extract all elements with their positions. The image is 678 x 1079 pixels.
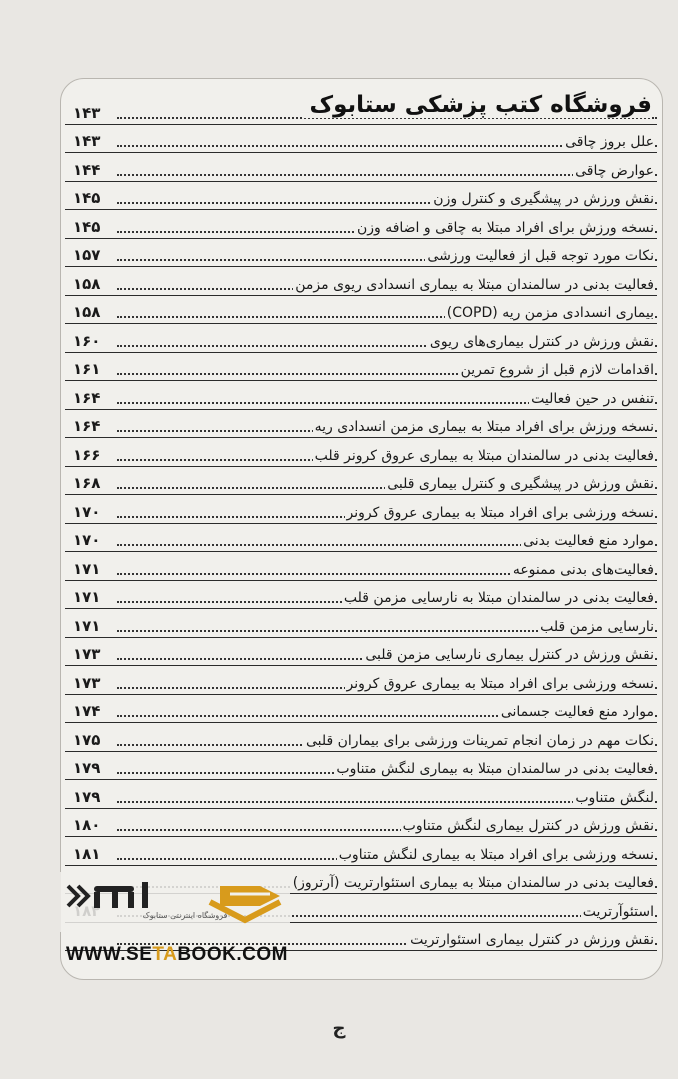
toc-entry-title: علل بروز چاقی [565,134,654,150]
toc-row [65,467,657,496]
watermark-url [66,944,288,966]
toc-entry-title: نسخه ورزشی برای افراد مبتلا به بیماری عروق کرونر [346,504,654,521]
toc-entry-title: نکات مهم در زمان انجام تمرینات ورزشی برای بیماران قلبی [305,732,654,749]
toc-entry-title: فعالیت بدنی در سالمندان مبتلا به بیماری استئوارتریت (آرتروز) [292,875,654,891]
toc-row [65,410,657,439]
toc-entry-title: نسخه ورزشی برای افراد مبتلا به بیماری لنگش متناوب [338,846,654,863]
toc-row [65,524,657,553]
toc-entry-title: نسخه ورزش برای افراد مبتلا به چاقی و اضافه وزن [356,219,654,236]
toc-entry-page: ۱۶۴ [73,388,101,407]
page-number-letter: ج [332,1018,346,1039]
toc-entry-title: لنگش متناوب [575,789,654,806]
toc-entry-title: نقش ورزش در پیشگیری و کنترل بیماری قلبی [387,476,654,492]
url-suffix: BOOK.COM [177,944,288,965]
toc-entry-page: ۱۴۳ [73,132,101,150]
toc-entry-page: ۱۸۱ [73,844,101,863]
toc-entry-page: ۱۷۰ [73,502,101,521]
toc-entry-title: اقدامات لازم قبل از شروع تمرین [460,362,654,378]
toc-entry-title: عوارض چاقی [575,162,654,179]
toc-entry-title: استئوآرتریت [582,903,654,920]
toc-row [65,638,657,667]
toc-entry-page: ۱۷۳ [73,645,101,663]
toc-row [65,125,657,154]
toc-entry-page: ۱۶۰ [73,331,101,350]
toc-entry-title: بیماری انسدادی مزمن ریه (COPD) [446,305,654,321]
toc-entry-page: ۱۸۰ [73,816,101,834]
toc-entry-title: نقش ورزش در پیشگیری و کنترل وزن [433,191,654,207]
toc-entry-page: ۱۷۴ [73,702,101,720]
toc-row [65,837,657,866]
toc-row [65,153,657,182]
toc-entry-page: ۱۷۱ [73,588,101,606]
url-accent: TA [152,944,178,965]
toc-row [65,552,657,581]
toc-entry-page: ۱۵۷ [73,246,101,264]
toc-row [65,267,657,296]
toc-entry-page: ۱۶۶ [73,445,101,464]
toc-entry-title: فعالیت بدنی در سالمندان مبتلا به بیماری لنگش متناوب [336,761,654,777]
toc-entry-page: ۱۷۳ [73,673,101,692]
toc-entry-title: نکات مورد توجه قبل از فعالیت ورزشی [427,248,654,264]
toc-row [65,239,657,268]
toc-entry-page: ۱۴۴ [73,160,101,179]
toc-entry-title: فعالیت بدنی در سالمندان مبتلا به نارسایی مزمن قلب [343,590,654,606]
toc-row [65,438,657,467]
toc-entry-page: ۱۷۱ [73,559,101,578]
toc-entry-title: نقش ورزش در کنترل بیماری نارسایی مزمن قلبی [365,647,654,663]
toc-row [65,210,657,239]
toc-entry-title: نارسایی مزمن قلب [540,618,654,635]
table-of-contents [65,96,657,951]
toc-entry-title: نقش ورزش در کنترل بیماری لنگش متناوب [402,818,654,834]
toc-entry-title: فعالیت بدنی در سالمندان مبتلا به بیماری عروق کرونر قلب [314,447,654,464]
toc-row [65,324,657,353]
toc-entry-title: تنفس در حین فعالیت [531,390,654,407]
store-watermark-title: فروشگاه کتب پزشکی ستابوک [304,92,652,118]
toc-row [65,780,657,809]
url-prefix: WWW.SE [66,944,153,965]
toc-entry-title: فعالیت‌های بدنی ممنوعه [512,561,654,578]
toc-entry-title: موارد منع فعالیت بدنی [523,533,654,549]
toc-row [65,609,657,638]
toc-entry-title: فعالیت بدنی در سالمندان مبتلا به بیماری انسدادی ریوی مزمن [295,276,654,293]
toc-row [65,296,657,325]
toc-row [65,752,657,781]
toc-entry-page: ۱۷۰ [73,531,101,549]
toc-entry-page: ۱۶۱ [73,360,101,378]
toc-entry-page: ۱۵۸ [73,274,101,293]
toc-entry-page: ۱۵۸ [73,303,101,321]
toc-entry-page: ۱۴۵ [73,217,101,236]
toc-entry-page: ۱۶۴ [73,417,101,435]
toc-row [65,495,657,524]
toc-entry-title: نسخه ورزشی برای افراد مبتلا به بیماری عروق کرونر [346,675,654,692]
logo-tagline: فروشگاه اینترنتی ستابوک [142,911,228,920]
toc-entry-page: ۱۷۱ [73,616,101,635]
toc-entry-title: موارد منع فعالیت جسمانی [500,704,654,720]
toc-entry-title: نقش ورزش در کنترل بیماری استئوارتریت [410,932,654,948]
toc-entry-page: ۱۷۹ [73,759,101,777]
toc-entry-title: نقش ورزش در کنترل بیماری‌های ریوی [429,333,654,350]
toc-row [65,381,657,410]
toc-entry-page: ۱۴۵ [73,189,101,207]
toc-row [65,809,657,838]
toc-row [65,695,657,724]
toc-row [65,666,657,695]
toc-row [65,723,657,752]
toc-entry-page: ۱۷۵ [73,730,101,749]
toc-entry-title: نسخه ورزش برای افراد مبتلا به بیماری مزمن انسدادی ریه [314,419,654,435]
toc-row [65,581,657,610]
toc-row [65,182,657,211]
toc-entry-page: ۱۴۳ [73,103,101,122]
toc-entry-page: ۱۷۹ [73,787,101,806]
toc-entry-page: ۱۶۸ [73,474,101,492]
toc-row [65,353,657,382]
